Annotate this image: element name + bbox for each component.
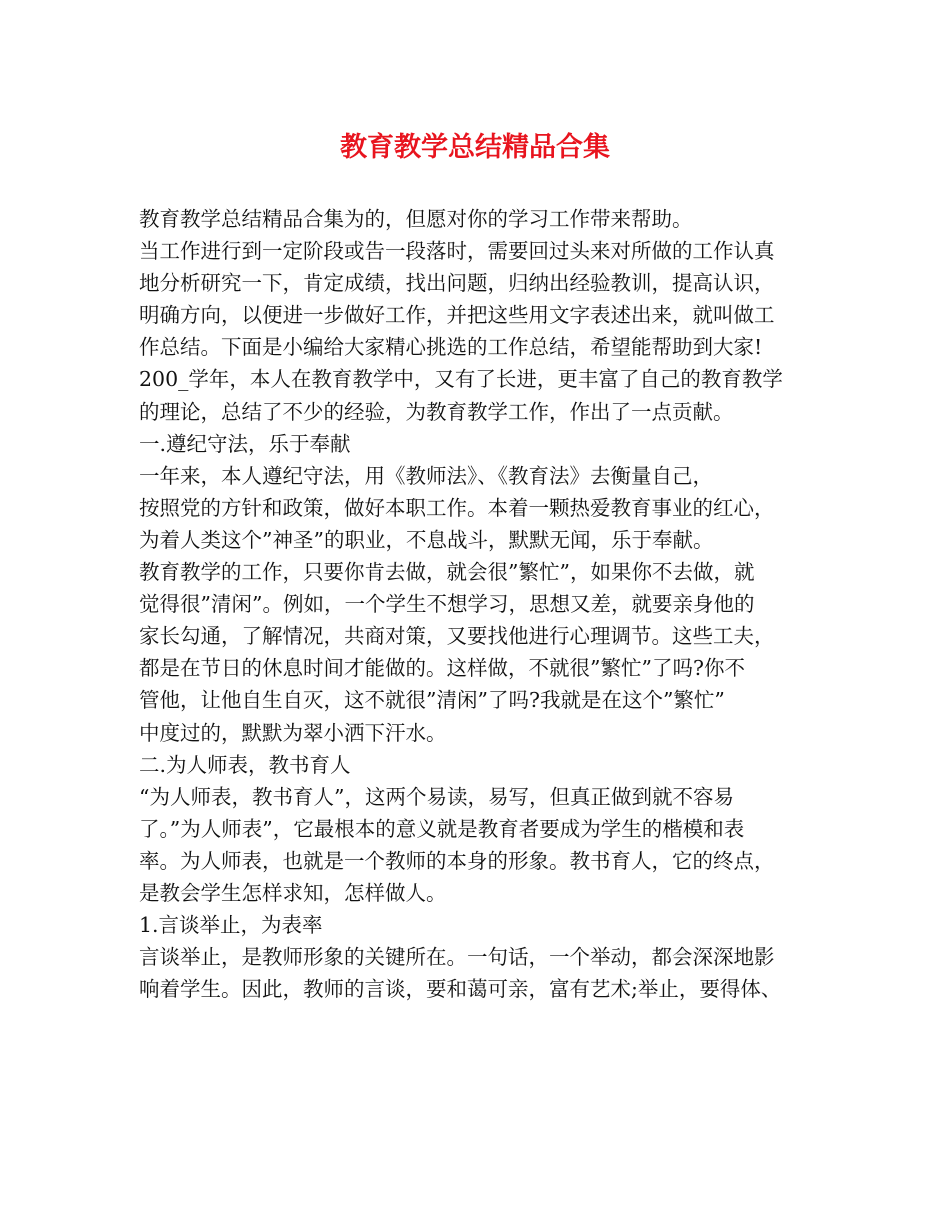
text-line: 率。为人师表，也就是一个教师的本身的形象。教书育人，它的终点， <box>139 848 775 873</box>
text-line: 言谈举止，是教师形象的关键所在。一句话，一个举动，都会深深地影 <box>139 945 775 970</box>
text-line: 为着人类这个”神圣”的职业，不息战斗，默默无闻，乐于奉献。 <box>139 527 714 552</box>
text-line: 按照党的方针和政策，做好本职工作。本着一颗热爱教育事业的红心， <box>139 495 775 520</box>
text-line: 家长勾通，了解情况，共商对策，又要找他进行心理调节。这些工夫， <box>139 624 775 649</box>
text-line: 管他，让他自生自灭，这不就很”清闲”了吗?我就是在这个”繁忙” <box>139 688 725 713</box>
text-line: 教育教学的工作，只要你肯去做，就会很”繁忙”，如果你不去做，就 <box>139 560 755 585</box>
subsection-heading: 1.言谈举止，为表率 <box>139 913 323 938</box>
document-body <box>139 203 829 1005</box>
text-line: “为人师表，教书育人”，这两个易读，易写，但真正做到就不容易 <box>139 784 734 809</box>
document-title: 教育教学总结精品合集 <box>340 132 610 163</box>
text-line: 200_学年，本人在教育教学中，又有了长进，更丰富了自己的教育教学 <box>139 367 783 392</box>
text-line: 明确方向，以便进一步做好工作，并把这些用文字表述出来，就叫做工 <box>139 303 775 328</box>
text-line: 响着学生。因此，教师的言谈，要和蔼可亲，富有艺术;举止，要得体、 <box>139 977 782 1002</box>
text-line: 是教会学生怎样求知，怎样做人。 <box>139 880 447 905</box>
text-line: 地分析研究一下，肯定成绩，找出问题，归纳出经验教训，提高认识， <box>139 271 775 296</box>
text-line: 当工作进行到一定阶段或告一段落时，需要回过头来对所做的工作认真 <box>139 239 775 264</box>
text-line: 都是在节日的休息时间才能做的。这样做，不就很”繁忙”了吗?你不 <box>139 656 745 681</box>
text-line: 觉得很”清闲”。例如，一个学生不想学习，思想又差，就要亲身他的 <box>139 592 755 617</box>
section-heading: 二.为人师表，教书育人 <box>139 752 351 777</box>
text-line: 中度过的，默默为翠小洒下汗水。 <box>139 720 447 745</box>
section-heading: 一.遵纪守法，乐于奉献 <box>139 431 351 456</box>
text-line: 教育教学总结精品合集为的，但愿对你的学习工作带来帮助。 <box>139 207 693 231</box>
text-line: 了。”为人师表”，它最根本的意义就是教育者要成为学生的楷模和表 <box>139 816 745 841</box>
text-line: 的理论，总结了不少的经验，为教育教学工作，作出了一点贡献。 <box>139 399 734 424</box>
text-line: 一年来，本人遵纪守法，用《教师法》、《教育法》去衡量自己， <box>139 463 713 488</box>
text-line: 作总结。下面是小编给大家精心挑选的工作总结，希望能帮助到大家! <box>139 335 763 360</box>
